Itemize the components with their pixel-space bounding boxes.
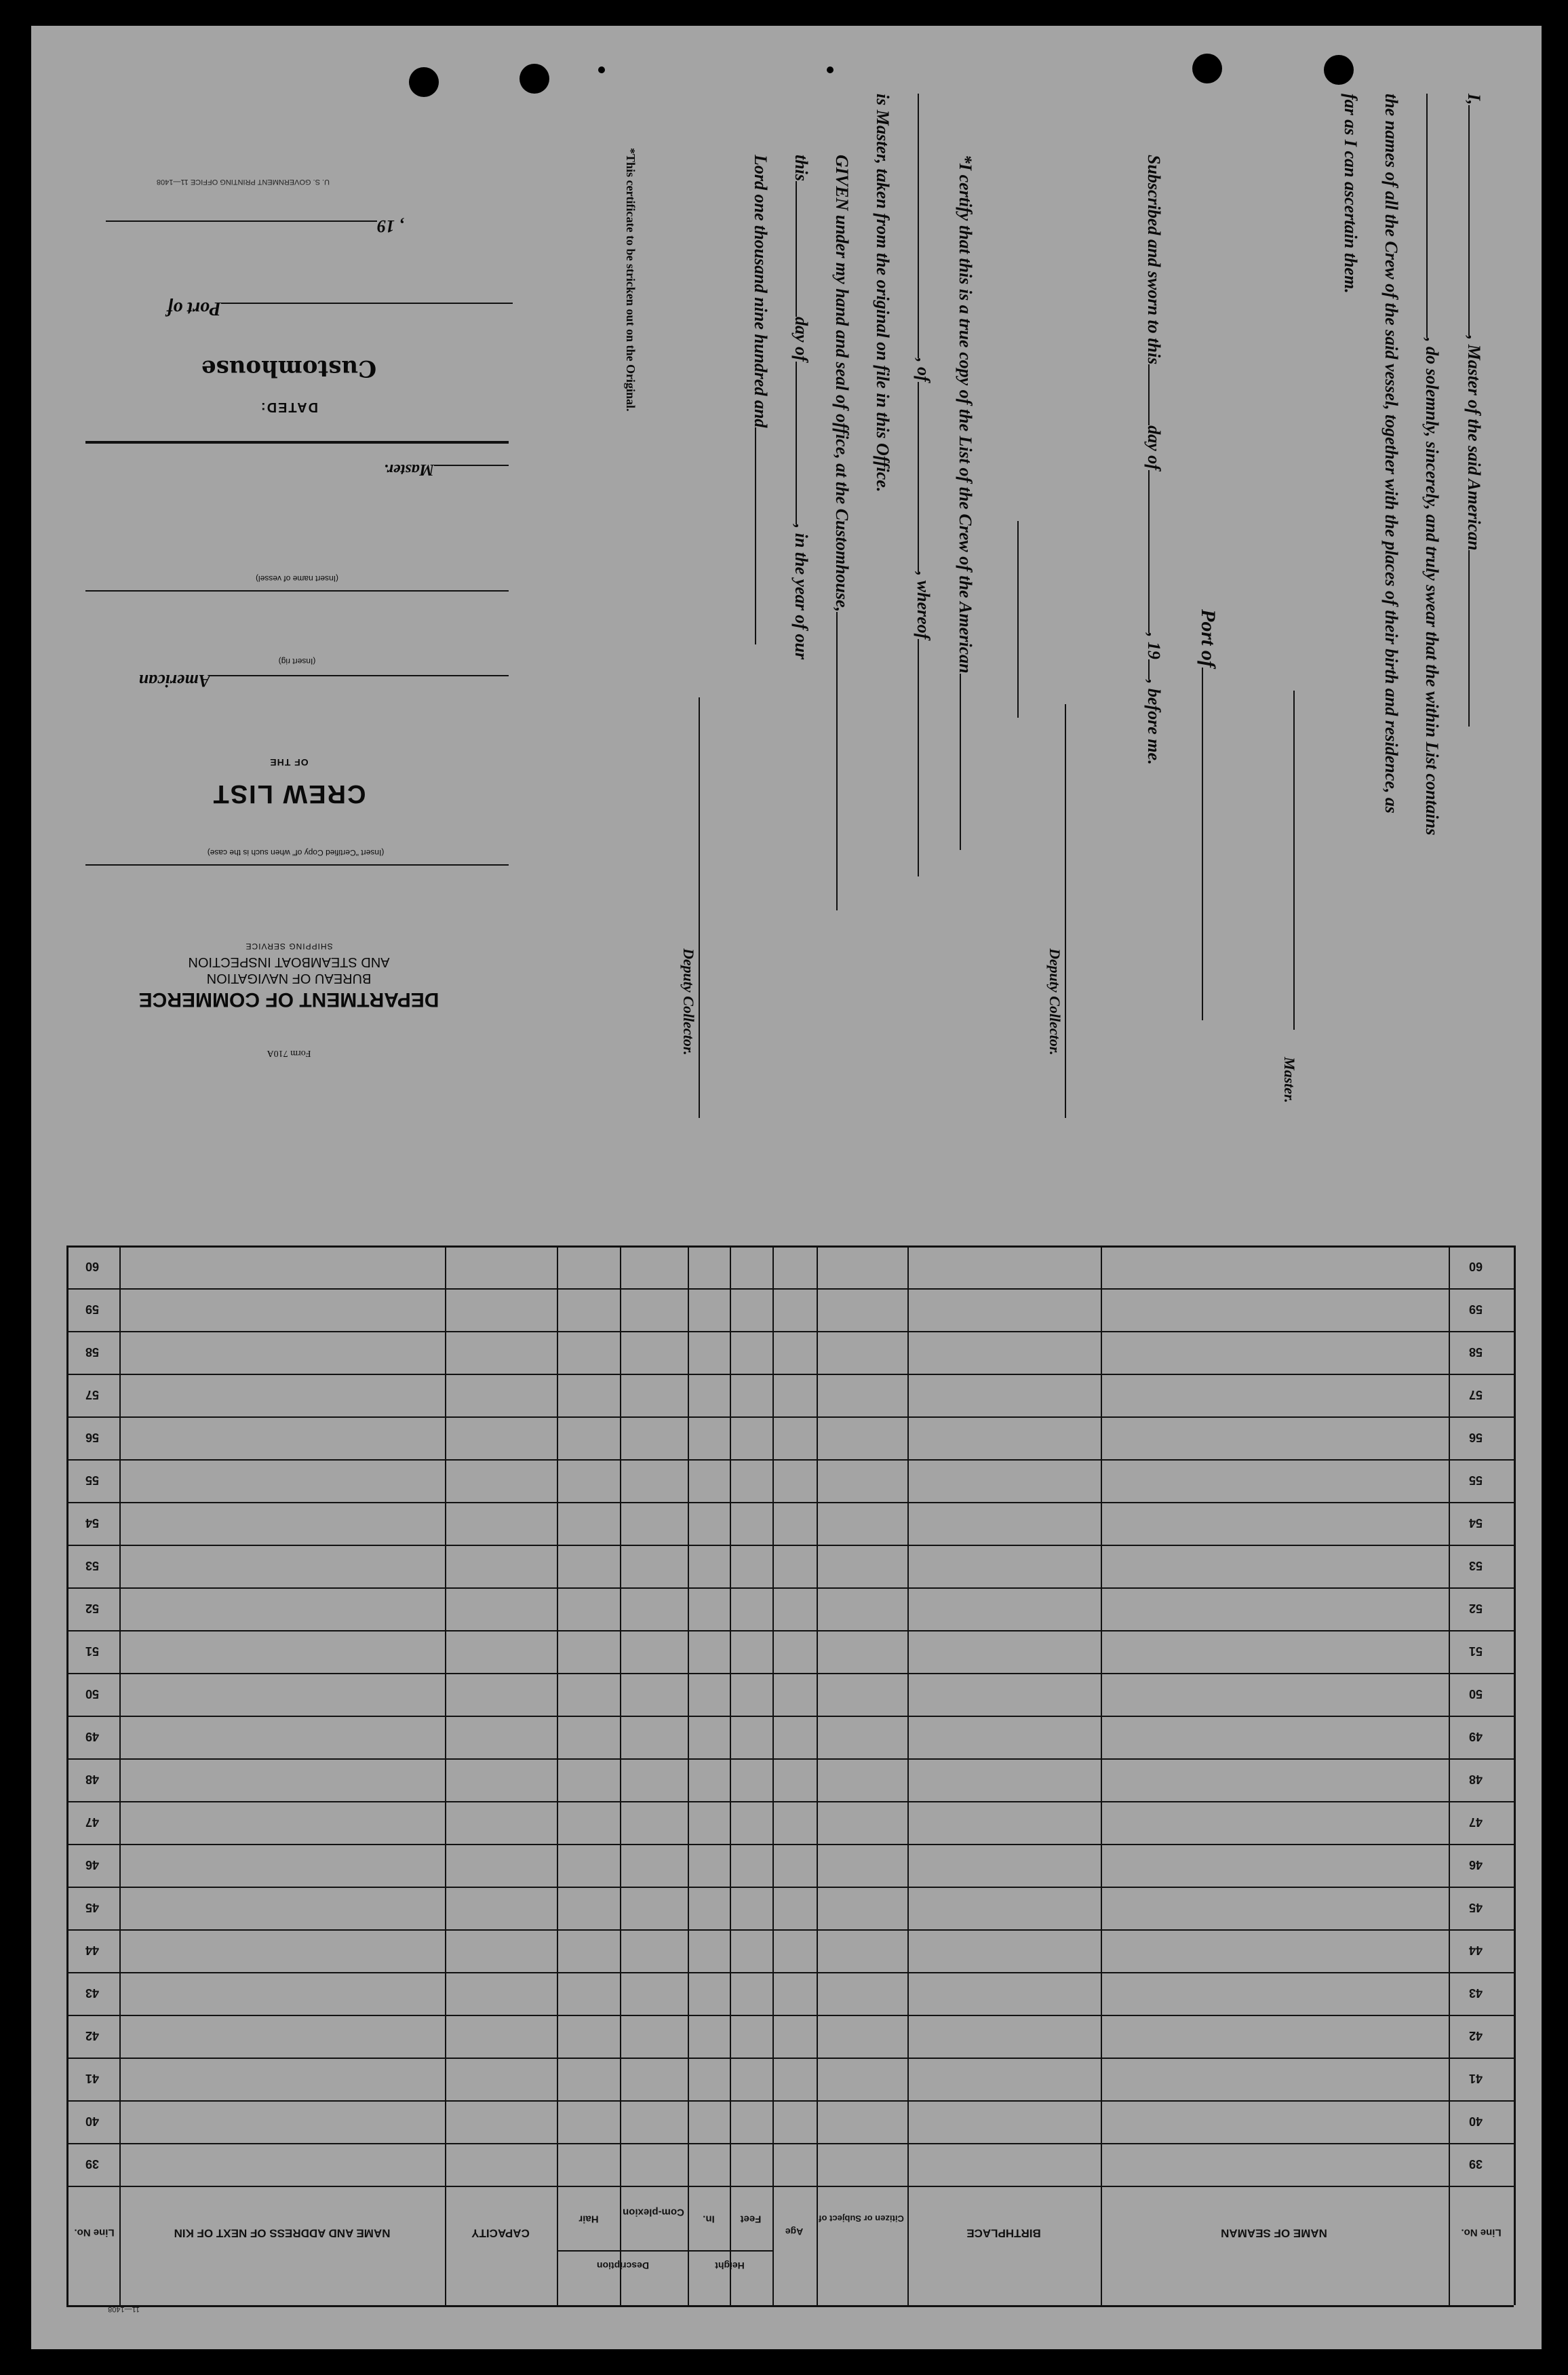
form-number: Form 710A bbox=[267, 1048, 311, 1058]
line-number-left: 54 bbox=[85, 1516, 100, 1530]
oath-line-3: the names of all the Crew of the said vessel, together with the places of their birth and residence, as bbox=[1381, 94, 1401, 813]
table-row-rule bbox=[66, 1288, 1514, 1290]
line-number-right: 54 bbox=[1468, 1516, 1483, 1530]
line-number-right: 44 bbox=[1468, 1944, 1483, 1957]
table-column-rule bbox=[119, 1246, 121, 2305]
table-row-rule bbox=[66, 2058, 1514, 2059]
line-number-right: 50 bbox=[1468, 1687, 1483, 1701]
line-number-left: 44 bbox=[85, 1944, 100, 1957]
table-row-rule bbox=[66, 1502, 1514, 1503]
certificate-deputy-label: Deputy Collector. bbox=[680, 948, 697, 1056]
line-number-right: 40 bbox=[1468, 2115, 1483, 2128]
table-right-rule bbox=[1514, 1246, 1516, 2305]
cover-year: , 19 bbox=[106, 216, 513, 236]
header-next-of-kin: NAME AND ADDRESS OF NEXT OF KIN bbox=[174, 2226, 391, 2240]
line-number-right: 42 bbox=[1468, 2029, 1483, 2043]
header-age: Age bbox=[785, 2226, 804, 2238]
oath-master-label: Master. bbox=[1281, 1057, 1298, 1103]
certificate-line-3: is Master, taken from the original on file in this Office. bbox=[873, 94, 893, 493]
header-citizen: Citizen or Subject of bbox=[819, 2213, 904, 2224]
header-birthplace: BIRTHPLACE bbox=[966, 2226, 1041, 2240]
cover-american: American bbox=[85, 670, 509, 691]
table-row-rule bbox=[66, 1716, 1514, 1717]
crew-list-form bbox=[31, 26, 1542, 2349]
header-description: Description bbox=[597, 2260, 650, 2272]
table-row-rule bbox=[66, 1630, 1514, 1631]
table-row-rule bbox=[66, 1545, 1514, 1546]
oath-port: Port of bbox=[1196, 609, 1219, 1020]
insert-rig-note: (Insert rig) bbox=[278, 657, 316, 666]
printer-imprint: U. S. GOVERNMENT PRINTING OFFICE 11—1408 bbox=[156, 178, 330, 186]
line-number-left: 41 bbox=[85, 2072, 100, 2085]
table-row-rule bbox=[66, 2015, 1514, 2016]
table-row-rule bbox=[66, 1246, 1514, 1247]
certificate-line-5: thisday of, in the year of our bbox=[791, 155, 811, 660]
table-row-rule bbox=[66, 2143, 1514, 2144]
bureau-line-2: AND STEAMBOAT INSPECTION bbox=[188, 954, 390, 969]
table-row-rule bbox=[66, 1459, 1514, 1461]
bureau-line-1: BUREAU OF NAVIGATION bbox=[206, 971, 372, 986]
line-number-right: 49 bbox=[1468, 1730, 1483, 1743]
header-feet: Feet bbox=[740, 2213, 762, 2225]
cover-port: Port of bbox=[106, 297, 513, 319]
table-left-rule bbox=[66, 1246, 68, 2305]
insert-vessel-note: (Insert name of vessel) bbox=[255, 574, 339, 583]
divider-rule bbox=[1017, 521, 1019, 718]
bottom-form-code: 11—1408 bbox=[108, 2305, 140, 2313]
certificate-footnote: *This certificate to be stricken out on the Original. bbox=[624, 148, 638, 412]
line-number-right: 45 bbox=[1468, 1901, 1483, 1914]
line-number-right: 41 bbox=[1468, 2072, 1483, 2085]
height-subrule bbox=[688, 2250, 772, 2252]
customhouse-label: Customhouse bbox=[201, 355, 377, 382]
certified-line bbox=[85, 864, 509, 866]
line-number-right: 39 bbox=[1468, 2157, 1483, 2171]
header-line-no-left: Line No. bbox=[74, 2226, 115, 2239]
line-number-right: 46 bbox=[1468, 1858, 1483, 1872]
crew-list-title: CREW LIST bbox=[212, 779, 366, 808]
dated-label: DATED: bbox=[259, 400, 319, 414]
header-line-no-right: Line No. bbox=[1461, 2226, 1502, 2239]
line-number-right: 60 bbox=[1468, 1260, 1483, 1273]
line-number-left: 43 bbox=[85, 1986, 100, 2000]
oath-line-2: , do solemnly, sincerely, and truly swear that the within List contains bbox=[1422, 94, 1442, 835]
table-column-rule bbox=[620, 1246, 621, 2305]
oath-line-1: I,, Master of the said American bbox=[1464, 94, 1484, 727]
line-number-left: 49 bbox=[85, 1730, 100, 1743]
table-column-rule bbox=[557, 1246, 558, 2305]
table-row-rule bbox=[66, 1331, 1514, 1332]
cover-rule bbox=[85, 441, 509, 444]
line-number-left: 51 bbox=[85, 1644, 100, 1658]
table-row-rule bbox=[66, 1887, 1514, 1888]
deputy-signature-line bbox=[1065, 704, 1066, 1118]
department-label: DEPARTMENT OF COMMERCE bbox=[138, 988, 439, 1011]
line-number-left: 42 bbox=[85, 2029, 100, 2043]
description-subrule bbox=[557, 2250, 688, 2252]
table-row-rule bbox=[66, 2100, 1514, 2102]
line-number-right: 47 bbox=[1468, 1815, 1483, 1829]
line-number-left: 53 bbox=[85, 1559, 100, 1572]
master-signature bbox=[1290, 691, 1302, 1098]
line-number-left: 55 bbox=[85, 1473, 100, 1487]
punch-hole bbox=[520, 64, 549, 94]
table-row-rule bbox=[66, 2186, 1514, 2187]
line-number-left: 48 bbox=[85, 1773, 100, 1786]
line-number-left: 57 bbox=[85, 1388, 100, 1402]
certificate-signature-line bbox=[699, 697, 700, 1118]
punch-hole bbox=[1324, 55, 1354, 85]
punch-hole bbox=[1192, 54, 1222, 83]
line-number-left: 40 bbox=[85, 2115, 100, 2128]
certificate-line-1: *I certify that this is a true copy of the List of the Crew of the American bbox=[955, 155, 975, 850]
table-column-rule bbox=[1449, 1246, 1450, 2305]
mark-dot bbox=[598, 66, 605, 73]
cover-master: Master. bbox=[85, 460, 509, 478]
header-height: Height bbox=[715, 2260, 745, 2272]
oath-line-4: far as I can ascertain them. bbox=[1341, 94, 1360, 294]
line-number-right: 43 bbox=[1468, 1986, 1483, 2000]
line-number-left: 46 bbox=[85, 1858, 100, 1872]
line-number-right: 55 bbox=[1468, 1473, 1483, 1487]
oath-deputy-label: Deputy Collector. bbox=[1046, 948, 1063, 1056]
table-row-rule bbox=[66, 1844, 1514, 1845]
oath-subscribed: Subscribed and sworn to thisday of, 19, before me. bbox=[1144, 155, 1164, 765]
table-column-rule bbox=[730, 1246, 731, 2305]
certified-copy-note: (Insert "Certified Copy of" when such is the case) bbox=[207, 848, 385, 857]
line-number-left: 45 bbox=[85, 1901, 100, 1914]
table-row-rule bbox=[66, 1758, 1514, 1760]
line-number-right: 59 bbox=[1468, 1302, 1483, 1316]
line-number-left: 59 bbox=[85, 1302, 100, 1316]
line-number-left: 52 bbox=[85, 1602, 100, 1615]
table-column-rule bbox=[817, 1246, 818, 2305]
header-name-of-seaman: NAME OF SEAMAN bbox=[1221, 2226, 1327, 2240]
table-row-rule bbox=[66, 1416, 1514, 1418]
line-number-left: 58 bbox=[85, 1345, 100, 1359]
table-bottom-rule bbox=[66, 2305, 1514, 2307]
line-number-left: 56 bbox=[85, 1431, 100, 1444]
table-row-rule bbox=[66, 1929, 1514, 1931]
line-number-right: 57 bbox=[1468, 1388, 1483, 1402]
line-number-right: 51 bbox=[1468, 1644, 1483, 1658]
line-number-right: 52 bbox=[1468, 1602, 1483, 1615]
certificate-line-6: Lord one thousand nine hundred and bbox=[750, 155, 770, 644]
line-number-right: 56 bbox=[1468, 1431, 1483, 1444]
table-row-rule bbox=[66, 1673, 1514, 1674]
line-number-right: 53 bbox=[1468, 1559, 1483, 1572]
header-inches: In. bbox=[703, 2213, 715, 2225]
line-number-left: 50 bbox=[85, 1687, 100, 1701]
line-number-left: 60 bbox=[85, 1260, 100, 1273]
table-column-rule bbox=[1101, 1246, 1102, 2305]
line-number-left: 47 bbox=[85, 1815, 100, 1829]
table-row-rule bbox=[66, 1587, 1514, 1589]
certificate-line-4: GIVEN under my hand and seal of office, at the Customhouse, bbox=[831, 155, 852, 910]
table-row-rule bbox=[66, 1374, 1514, 1375]
table-column-rule bbox=[907, 1246, 909, 2305]
shipping-service-label: SHIPPING SERVICE bbox=[245, 942, 333, 951]
table-row-rule bbox=[66, 1972, 1514, 1973]
header-hair: Hair bbox=[579, 2213, 599, 2225]
certificate-line-2: , of, whereof bbox=[913, 94, 933, 876]
table-column-rule bbox=[445, 1246, 446, 2305]
vessel-name-line bbox=[85, 590, 509, 592]
table-column-rule bbox=[688, 1246, 689, 2305]
line-number-right: 48 bbox=[1468, 1773, 1483, 1786]
line-number-right: 58 bbox=[1468, 1345, 1483, 1359]
mark-dot bbox=[827, 66, 834, 73]
line-number-left: 39 bbox=[85, 2157, 100, 2171]
header-capacity: CAPACITY bbox=[471, 2226, 530, 2240]
header-complexion: Com-plexion bbox=[623, 2206, 684, 2218]
of-the-label: OF THE bbox=[269, 757, 309, 768]
table-column-rule bbox=[772, 1246, 774, 2305]
table-row-rule bbox=[66, 1801, 1514, 1802]
punch-hole bbox=[409, 67, 439, 97]
